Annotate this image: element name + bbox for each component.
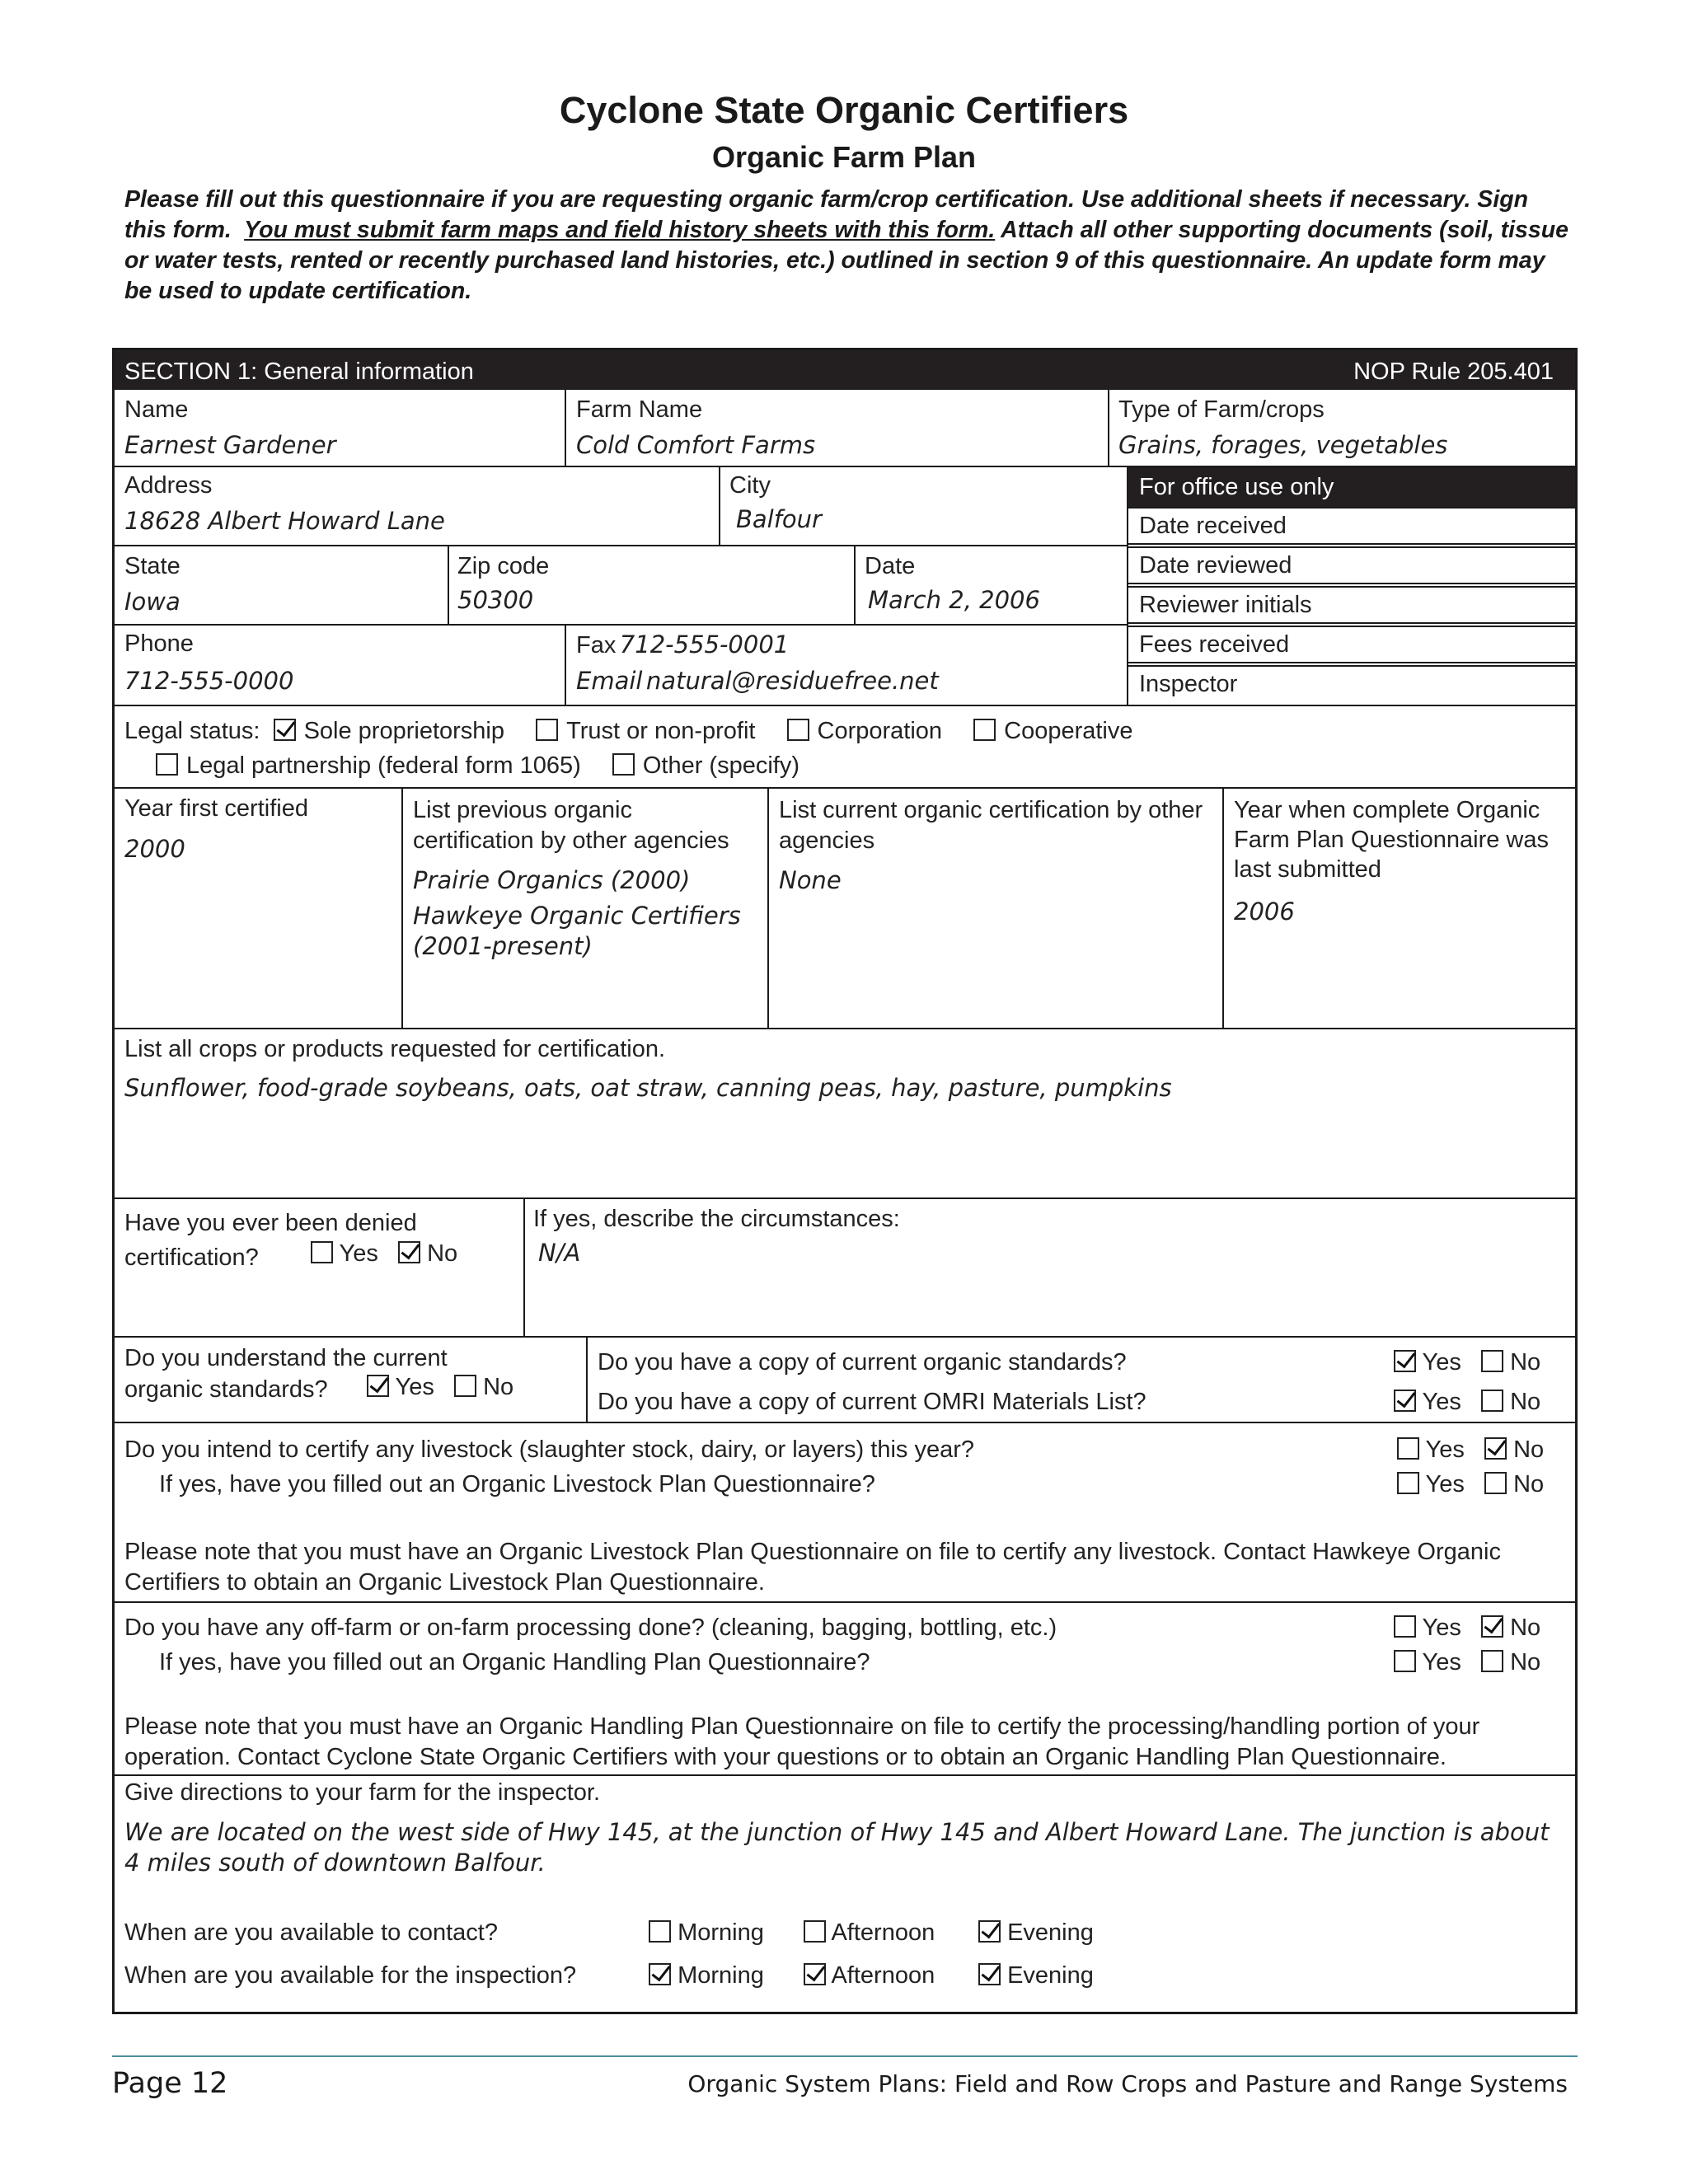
date-label: Date xyxy=(865,553,916,579)
inspection-afternoon-checkbox[interactable] xyxy=(804,1963,826,1985)
understand-yes-label: Yes xyxy=(395,1374,434,1400)
zip-label: Zip code xyxy=(457,553,550,579)
understand-yes-checkbox[interactable] xyxy=(367,1375,389,1397)
legal-partnership-label: Legal partnership (federal form 1065) xyxy=(186,752,581,779)
contact-evening-label: Evening xyxy=(1007,1919,1094,1946)
legal-status-label: Legal status: xyxy=(124,718,260,744)
page-subtitle: Organic Farm Plan xyxy=(711,140,977,174)
denied-options xyxy=(311,1240,457,1268)
farm-type-label: Type of Farm/crops xyxy=(1118,396,1325,423)
inspection-evening-option xyxy=(978,1962,1176,1990)
handling-plan-no-checkbox[interactable] xyxy=(1481,1650,1503,1672)
fax-label: Fax xyxy=(576,632,617,658)
legal-partnership-checkbox[interactable] xyxy=(156,753,178,776)
processing-no-label: No xyxy=(1510,1615,1541,1641)
copy-standards-no-label: No xyxy=(1510,1349,1541,1376)
city-label: City xyxy=(729,472,771,499)
zip-field[interactable]: 50300 xyxy=(457,586,534,614)
processing-yes-label: Yes xyxy=(1422,1615,1461,1641)
copy-standards-options xyxy=(1394,1349,1540,1376)
current-certification-label: List current organic certification by other agencies xyxy=(779,797,1203,854)
processing-no-checkbox[interactable] xyxy=(1481,1615,1503,1638)
section-title: SECTION 1: General information xyxy=(124,359,474,385)
email-row xyxy=(576,667,939,695)
livestock-plan-options xyxy=(1397,1471,1544,1498)
livestock-question: Do you intend to certify any livestock (slaughter stock, dairy, or layers) this year? xyxy=(124,1436,975,1463)
understand-no-checkbox[interactable] xyxy=(454,1375,476,1397)
footer-series-title: Organic System Plans: Field and Row Crops and Pasture and Range Systems xyxy=(687,2070,1568,2097)
email-label: Email xyxy=(576,667,643,695)
year-first-certified-label: Year first certified xyxy=(124,795,308,822)
name-label: Name xyxy=(124,396,189,423)
contact-afternoon-checkbox[interactable] xyxy=(804,1920,826,1943)
copy-standards-question: Do you have a copy of current organic standards? xyxy=(598,1349,1127,1376)
footer-divider xyxy=(112,2055,1578,2057)
last-submitted-field[interactable]: 2006 xyxy=(1234,898,1295,926)
address-field[interactable]: 18628 Albert Howard Lane xyxy=(124,507,445,535)
handling-plan-yes-checkbox[interactable] xyxy=(1394,1650,1416,1672)
contact-afternoon-option xyxy=(804,1919,1001,1947)
inspection-availability-question: When are you available for the inspection? xyxy=(124,1962,577,1989)
legal-status-row-1 xyxy=(124,718,1158,745)
state-field[interactable]: Iowa xyxy=(124,588,181,616)
date-field[interactable]: March 2, 2006 xyxy=(868,586,1040,614)
copy-omri-options xyxy=(1394,1389,1540,1416)
directions-field[interactable]: We are located on the west side of Hwy 145, at the junction of Hwy 145 and Albert Howard Lane. The junction is about 4 miles south of downtown Balfour. xyxy=(124,1818,1550,1877)
inspection-morning-label: Morning xyxy=(678,1962,764,1989)
legal-cooperative-checkbox[interactable] xyxy=(973,719,996,741)
contact-morning-label: Morning xyxy=(678,1919,764,1946)
instructions-part-2: Attach all other supporting documents (soil, tissue or water tests, rented or recently purchased land histories, etc.) outlined in section 9 of this questionnaire. An update form may be used to update certification. xyxy=(124,217,1568,304)
instructions-part-1: Please fill out this questionnaire if you are requesting organic farm/crop certification. Use additional sheets if necessary. Sign this form. xyxy=(124,186,1529,243)
current-certification-field[interactable]: None xyxy=(779,866,842,894)
livestock-options xyxy=(1397,1436,1544,1464)
directions-label: Give directions to your farm for the inspector. xyxy=(124,1779,601,1806)
denied-describe-label: If yes, describe the circumstances: xyxy=(533,1206,900,1232)
office-fees-received: Fees received xyxy=(1128,626,1575,663)
legal-corporation-checkbox[interactable] xyxy=(787,719,809,741)
section-rule: NOP Rule 205.401 xyxy=(1353,359,1554,385)
livestock-yes-checkbox[interactable] xyxy=(1397,1437,1419,1460)
contact-morning-checkbox[interactable] xyxy=(649,1920,671,1943)
legal-cooperative-label: Cooperative xyxy=(1004,718,1133,744)
copy-standards-yes-checkbox[interactable] xyxy=(1394,1350,1416,1372)
copy-standards-yes-label: Yes xyxy=(1422,1349,1461,1376)
denied-no-checkbox[interactable] xyxy=(398,1241,420,1263)
copy-omri-no-label: No xyxy=(1510,1389,1541,1415)
page-number: Page 12 xyxy=(112,2067,228,2100)
state-label: State xyxy=(124,553,181,579)
year-first-certified-field[interactable]: 2000 xyxy=(124,835,185,863)
office-inspector: Inspector xyxy=(1128,665,1575,703)
livestock-plan-yes-label: Yes xyxy=(1425,1471,1465,1497)
office-date-reviewed: Date reviewed xyxy=(1128,546,1575,584)
copy-omri-yes-checkbox[interactable] xyxy=(1394,1390,1416,1412)
contact-availability-question: When are you available to contact? xyxy=(124,1919,498,1946)
office-use-header: For office use only xyxy=(1128,467,1575,507)
inspection-morning-checkbox[interactable] xyxy=(649,1963,671,1985)
livestock-plan-yes-checkbox[interactable] xyxy=(1397,1472,1419,1494)
livestock-yes-label: Yes xyxy=(1425,1436,1465,1463)
processing-options xyxy=(1394,1615,1540,1642)
city-field[interactable]: Balfour xyxy=(736,505,822,533)
processing-question: Do you have any off-farm or on-farm processing done? (cleaning, bagging, bottling, etc.) xyxy=(124,1615,1057,1641)
previous-certification-label: List previous organic certification by other agencies xyxy=(413,797,729,854)
section-header xyxy=(115,350,1575,390)
phone-label: Phone xyxy=(124,630,194,657)
copy-omri-question: Do you have a copy of current OMRI Materials List? xyxy=(598,1389,1146,1415)
livestock-plan-no-checkbox[interactable] xyxy=(1484,1472,1507,1494)
email-field[interactable]: natural@residuefree.net xyxy=(645,667,939,695)
denied-yes-label: Yes xyxy=(339,1240,378,1267)
crops-label: List all crops or products requested for certification. xyxy=(124,1036,666,1062)
denied-yes-checkbox[interactable] xyxy=(311,1241,333,1263)
previous-certification-2[interactable]: Hawkeye Organic Certifiers (2001-present) xyxy=(413,902,741,960)
contact-evening-option xyxy=(978,1919,1176,1947)
copy-omri-yes-label: Yes xyxy=(1422,1389,1461,1415)
fax-field[interactable]: 712-555-0001 xyxy=(619,630,790,658)
office-reviewer-initials: Reviewer initials xyxy=(1128,586,1575,624)
livestock-note: Please note that you must have an Organic Livestock Plan Questionnaire on file to certify any livestock. Contact Hawkeye Organic Certifiers to obtain an Organic Livestock Plan Questionnaire. xyxy=(124,1539,1501,1596)
form-section-1 xyxy=(112,348,1578,2014)
crops-field[interactable]: Sunflower, food-grade soybeans, oats, oat straw, canning peas, hay, pasture, pumpkins xyxy=(124,1074,1172,1102)
farm-type-field[interactable]: Grains, forages, vegetables xyxy=(1118,431,1448,459)
handling-plan-no-label: No xyxy=(1510,1649,1541,1675)
processing-yes-checkbox[interactable] xyxy=(1394,1615,1416,1638)
farm-name-label: Farm Name xyxy=(576,396,703,423)
livestock-plan-question: If yes, have you filled out an Organic Livestock Plan Questionnaire? xyxy=(159,1471,875,1497)
previous-certification-1[interactable]: Prairie Organics (2000) xyxy=(413,866,691,894)
copy-omri-no-checkbox[interactable] xyxy=(1481,1390,1503,1412)
inspection-afternoon-label: Afternoon xyxy=(831,1962,935,1989)
understand-standards-options xyxy=(367,1374,513,1401)
denied-no-label: No xyxy=(427,1240,458,1267)
office-date-received: Date received xyxy=(1128,507,1575,545)
legal-trust-checkbox[interactable] xyxy=(536,719,558,741)
inspection-evening-label: Evening xyxy=(1007,1962,1094,1989)
livestock-no-label: No xyxy=(1513,1436,1545,1463)
processing-note: Please note that you must have an Organic Handling Plan Questionnaire on file to certify the processing/handling portion of your operation. Contact Cyclone State Organic Certifiers with your questions or to obtain an Organic Handling Plan Questionnaire. xyxy=(124,1713,1480,1770)
understand-no-label: No xyxy=(483,1374,514,1400)
contact-afternoon-label: Afternoon xyxy=(831,1919,935,1946)
legal-sole-proprietorship-checkbox[interactable] xyxy=(274,719,296,741)
handling-plan-yes-label: Yes xyxy=(1422,1649,1461,1675)
page-title: Cyclone State Organic Certifiers xyxy=(559,89,1129,131)
handling-plan-question: If yes, have you filled out an Organic Handling Plan Questionnaire? xyxy=(159,1649,870,1675)
office-use-box xyxy=(1128,507,1575,703)
last-submitted-label: Year when complete Organic Farm Plan Questionnaire was last submitted xyxy=(1234,797,1549,883)
legal-status-row-2 xyxy=(156,752,824,780)
name-field[interactable]: Earnest Gardener xyxy=(124,431,336,459)
legal-corporation-label: Corporation xyxy=(817,718,943,744)
inspection-evening-checkbox[interactable] xyxy=(978,1963,1001,1985)
legal-trust-label: Trust or non-profit xyxy=(566,718,756,744)
copy-standards-no-checkbox[interactable] xyxy=(1481,1350,1503,1372)
instructions xyxy=(124,185,1575,307)
legal-other-label: Other (specify) xyxy=(642,752,800,779)
understand-standards-question: Do you understand the current organic standards? xyxy=(124,1345,448,1403)
contact-evening-checkbox[interactable] xyxy=(978,1920,1001,1943)
phone-field[interactable]: 712-555-0000 xyxy=(124,667,294,695)
livestock-plan-no-label: No xyxy=(1513,1471,1545,1497)
legal-sole-proprietorship-label: Sole proprietorship xyxy=(303,718,504,744)
livestock-no-checkbox[interactable] xyxy=(1484,1437,1507,1460)
denied-describe-field[interactable]: N/A xyxy=(538,1239,581,1267)
farm-name-field[interactable]: Cold Comfort Farms xyxy=(576,431,816,459)
handling-plan-options xyxy=(1394,1649,1540,1676)
legal-other-checkbox[interactable] xyxy=(612,753,635,776)
inspection-afternoon-option xyxy=(804,1962,1001,1990)
fax-row xyxy=(576,630,789,659)
denied-question: Have you ever been denied certification? xyxy=(124,1210,417,1271)
instructions-underlined: You must submit farm maps and field history sheets with this form. xyxy=(244,217,996,243)
address-label: Address xyxy=(124,472,213,499)
